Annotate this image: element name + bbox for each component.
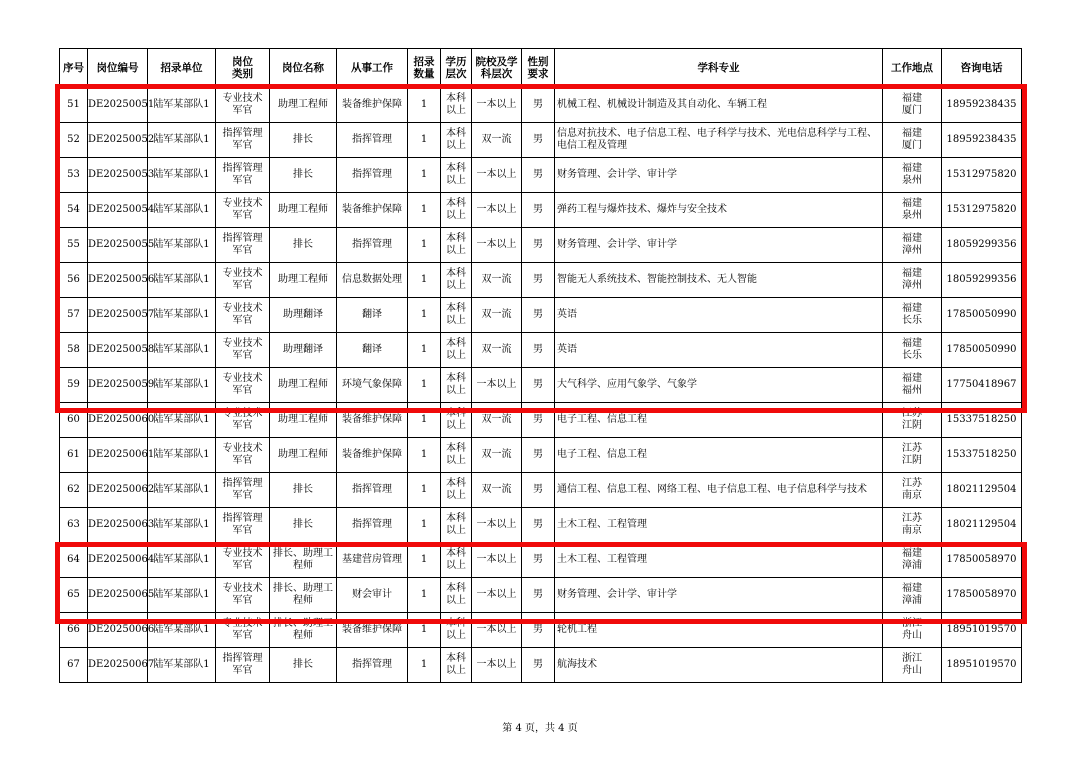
cell-code: DE20250062	[88, 473, 148, 508]
cell-place: 江苏 江阴	[883, 403, 942, 438]
cell-count: 1	[408, 158, 441, 193]
cell-level: 双一流	[472, 263, 522, 298]
cell-code: DE20250054	[88, 193, 148, 228]
table-row	[60, 578, 1022, 613]
cell-unit: 陆军某部队1	[148, 473, 216, 508]
cell-code: DE20250051	[88, 88, 148, 123]
cell-no: 54	[60, 193, 88, 228]
cell-title: 助理工程师	[270, 193, 337, 228]
cell-edu: 本科 以上	[441, 543, 472, 578]
cell-edu: 本科 以上	[441, 123, 472, 158]
cell-work: 翻译	[337, 333, 408, 368]
cell-title: 助理工程师	[270, 403, 337, 438]
cell-category: 专业技术 军官	[216, 193, 270, 228]
cell-major: 电子工程、信息工程	[555, 438, 883, 473]
cell-unit: 陆军某部队1	[148, 578, 216, 613]
cell-title: 排长	[270, 158, 337, 193]
table-row	[60, 648, 1022, 683]
cell-place: 江苏 江阴	[883, 438, 942, 473]
cell-category: 专业技术 军官	[216, 578, 270, 613]
cell-code: DE20250052	[88, 123, 148, 158]
cell-no: 58	[60, 333, 88, 368]
cell-work: 装备维护保障	[337, 613, 408, 648]
cell-edu: 本科 以上	[441, 158, 472, 193]
cell-phone: 17750418967	[942, 368, 1022, 403]
cell-no: 63	[60, 508, 88, 543]
table-row	[60, 613, 1022, 648]
cell-category: 专业技术 军官	[216, 263, 270, 298]
cell-major: 电子工程、信息工程	[555, 403, 883, 438]
cell-title: 助理工程师	[270, 88, 337, 123]
cell-category: 专业技术 军官	[216, 438, 270, 473]
cell-title: 排长、助理工 程师	[270, 543, 337, 578]
cell-unit: 陆军某部队1	[148, 263, 216, 298]
cell-phone: 18059299356	[942, 263, 1022, 298]
cell-place: 江苏 南京	[883, 508, 942, 543]
cell-category: 专业技术 军官	[216, 88, 270, 123]
cell-no: 53	[60, 158, 88, 193]
cell-major: 智能无人系统技术、智能控制技术、无人智能	[555, 263, 883, 298]
column-header-10: 学科专业	[555, 49, 883, 88]
table-header-row	[60, 49, 1022, 88]
column-header-4: 岗位名称	[270, 49, 337, 88]
table-row	[60, 543, 1022, 578]
cell-place: 福建 厦门	[883, 123, 942, 158]
cell-level: 一本以上	[472, 193, 522, 228]
cell-unit: 陆军某部队1	[148, 158, 216, 193]
cell-major: 土木工程、工程管理	[555, 508, 883, 543]
cell-place: 江苏 南京	[883, 473, 942, 508]
cell-work: 指挥管理	[337, 508, 408, 543]
cell-phone: 18059299356	[942, 228, 1022, 263]
cell-level: 双一流	[472, 298, 522, 333]
cell-edu: 本科 以上	[441, 403, 472, 438]
cell-gender: 男	[522, 88, 555, 123]
cell-gender: 男	[522, 438, 555, 473]
cell-place: 福建 泉州	[883, 193, 942, 228]
cell-title: 排长	[270, 228, 337, 263]
cell-category: 专业技术 军官	[216, 333, 270, 368]
cell-place: 浙江 舟山	[883, 613, 942, 648]
column-header-2: 招录单位	[148, 49, 216, 88]
cell-work: 装备维护保障	[337, 403, 408, 438]
cell-work: 信息数据处理	[337, 263, 408, 298]
cell-major: 机械工程、机械设计制造及其自动化、车辆工程	[555, 88, 883, 123]
cell-gender: 男	[522, 193, 555, 228]
cell-title: 助理翻译	[270, 333, 337, 368]
cell-edu: 本科 以上	[441, 508, 472, 543]
cell-title: 排长	[270, 508, 337, 543]
cell-title: 排长	[270, 648, 337, 683]
cell-code: DE20250060	[88, 403, 148, 438]
cell-unit: 陆军某部队1	[148, 298, 216, 333]
column-header-0: 序号	[60, 49, 88, 88]
cell-count: 1	[408, 403, 441, 438]
cell-work: 指挥管理	[337, 648, 408, 683]
cell-phone: 18959238435	[942, 123, 1022, 158]
cell-phone: 15337518250	[942, 403, 1022, 438]
cell-phone: 15312975820	[942, 158, 1022, 193]
cell-work: 装备维护保障	[337, 438, 408, 473]
cell-category: 专业技术 军官	[216, 613, 270, 648]
cell-major: 英语	[555, 333, 883, 368]
cell-count: 1	[408, 298, 441, 333]
cell-place: 福建 厦门	[883, 88, 942, 123]
cell-major: 大气科学、应用气象学、气象学	[555, 368, 883, 403]
cell-level: 双一流	[472, 403, 522, 438]
cell-count: 1	[408, 438, 441, 473]
table-row	[60, 193, 1022, 228]
table-row	[60, 228, 1022, 263]
table-row	[60, 368, 1022, 403]
column-header-11: 工作地点	[883, 49, 942, 88]
cell-level: 一本以上	[472, 88, 522, 123]
cell-level: 一本以上	[472, 158, 522, 193]
cell-no: 64	[60, 543, 88, 578]
cell-place: 福建 漳浦	[883, 578, 942, 613]
cell-gender: 男	[522, 578, 555, 613]
cell-gender: 男	[522, 403, 555, 438]
cell-title: 助理工程师	[270, 368, 337, 403]
cell-category: 指挥管理 军官	[216, 473, 270, 508]
cell-category: 专业技术 军官	[216, 298, 270, 333]
cell-gender: 男	[522, 298, 555, 333]
table-row	[60, 123, 1022, 158]
positions-table	[59, 48, 1022, 683]
cell-unit: 陆军某部队1	[148, 543, 216, 578]
cell-phone: 18021129504	[942, 508, 1022, 543]
cell-place: 福建 泉州	[883, 158, 942, 193]
cell-code: DE20250058	[88, 333, 148, 368]
cell-gender: 男	[522, 158, 555, 193]
cell-phone: 15337518250	[942, 438, 1022, 473]
cell-category: 指挥管理 军官	[216, 508, 270, 543]
cell-count: 1	[408, 123, 441, 158]
cell-unit: 陆军某部队1	[148, 333, 216, 368]
cell-work: 基建营房管理	[337, 543, 408, 578]
cell-count: 1	[408, 578, 441, 613]
cell-category: 专业技术 军官	[216, 403, 270, 438]
cell-phone: 17850058970	[942, 543, 1022, 578]
cell-edu: 本科 以上	[441, 648, 472, 683]
cell-count: 1	[408, 613, 441, 648]
cell-no: 60	[60, 403, 88, 438]
cell-level: 一本以上	[472, 508, 522, 543]
cell-edu: 本科 以上	[441, 263, 472, 298]
cell-gender: 男	[522, 613, 555, 648]
cell-edu: 本科 以上	[441, 193, 472, 228]
cell-unit: 陆军某部队1	[148, 403, 216, 438]
cell-no: 62	[60, 473, 88, 508]
cell-no: 57	[60, 298, 88, 333]
cell-gender: 男	[522, 648, 555, 683]
cell-major: 土木工程、工程管理	[555, 543, 883, 578]
cell-count: 1	[408, 88, 441, 123]
cell-level: 双一流	[472, 123, 522, 158]
cell-major: 信息对抗技术、电子信息工程、电子科学与技术、光电信息科学与工程、电信工程及管理	[555, 123, 883, 158]
cell-code: DE20250056	[88, 263, 148, 298]
cell-work: 指挥管理	[337, 473, 408, 508]
cell-title: 排长	[270, 473, 337, 508]
cell-no: 61	[60, 438, 88, 473]
table-row	[60, 158, 1022, 193]
cell-count: 1	[408, 648, 441, 683]
cell-category: 指挥管理 军官	[216, 648, 270, 683]
cell-code: DE20250064	[88, 543, 148, 578]
cell-category: 专业技术 军官	[216, 543, 270, 578]
page-footer: 第 4 页，共 4 页	[502, 723, 578, 734]
cell-code: DE20250065	[88, 578, 148, 613]
cell-gender: 男	[522, 543, 555, 578]
cell-category: 指挥管理 军官	[216, 123, 270, 158]
cell-phone: 17850050990	[942, 333, 1022, 368]
cell-no: 52	[60, 123, 88, 158]
table-row	[60, 403, 1022, 438]
cell-edu: 本科 以上	[441, 578, 472, 613]
cell-code: DE20250055	[88, 228, 148, 263]
cell-edu: 本科 以上	[441, 438, 472, 473]
cell-unit: 陆军某部队1	[148, 648, 216, 683]
cell-level: 双一流	[472, 473, 522, 508]
cell-place: 福建 漳浦	[883, 543, 942, 578]
cell-level: 一本以上	[472, 578, 522, 613]
table-row	[60, 263, 1022, 298]
cell-edu: 本科 以上	[441, 473, 472, 508]
cell-title: 排长	[270, 123, 337, 158]
cell-edu: 本科 以上	[441, 228, 472, 263]
cell-category: 指挥管理 军官	[216, 158, 270, 193]
cell-unit: 陆军某部队1	[148, 368, 216, 403]
column-header-8: 院校及学 科层次	[472, 49, 522, 88]
cell-phone: 17850058970	[942, 578, 1022, 613]
cell-no: 56	[60, 263, 88, 298]
cell-place: 福建 长乐	[883, 298, 942, 333]
cell-gender: 男	[522, 263, 555, 298]
cell-title: 排长、助理工 程师	[270, 613, 337, 648]
cell-code: DE20250063	[88, 508, 148, 543]
cell-phone: 15312975820	[942, 193, 1022, 228]
cell-code: DE20250066	[88, 613, 148, 648]
cell-major: 英语	[555, 298, 883, 333]
cell-count: 1	[408, 508, 441, 543]
cell-level: 双一流	[472, 438, 522, 473]
cell-phone: 18951019570	[942, 613, 1022, 648]
cell-title: 助理工程师	[270, 438, 337, 473]
cell-gender: 男	[522, 508, 555, 543]
cell-unit: 陆军某部队1	[148, 508, 216, 543]
cell-work: 指挥管理	[337, 228, 408, 263]
cell-place: 福建 长乐	[883, 333, 942, 368]
cell-no: 66	[60, 613, 88, 648]
cell-edu: 本科 以上	[441, 613, 472, 648]
column-header-7: 学历 层次	[441, 49, 472, 88]
cell-count: 1	[408, 263, 441, 298]
cell-major: 轮机工程	[555, 613, 883, 648]
cell-work: 指挥管理	[337, 158, 408, 193]
cell-count: 1	[408, 228, 441, 263]
cell-place: 福建 漳州	[883, 263, 942, 298]
column-header-1: 岗位编号	[88, 49, 148, 88]
table-row	[60, 508, 1022, 543]
cell-no: 51	[60, 88, 88, 123]
cell-major: 通信工程、信息工程、网络工程、电子信息工程、电子信息科学与技术	[555, 473, 883, 508]
cell-code: DE20250059	[88, 368, 148, 403]
cell-place: 福建 漳州	[883, 228, 942, 263]
cell-no: 55	[60, 228, 88, 263]
cell-work: 环境气象保障	[337, 368, 408, 403]
column-header-6: 招录 数量	[408, 49, 441, 88]
cell-edu: 本科 以上	[441, 368, 472, 403]
column-header-3: 岗位 类别	[216, 49, 270, 88]
cell-major: 财务管理、会计学、审计学	[555, 578, 883, 613]
cell-work: 装备维护保障	[337, 88, 408, 123]
cell-level: 一本以上	[472, 613, 522, 648]
cell-no: 59	[60, 368, 88, 403]
cell-level: 双一流	[472, 333, 522, 368]
cell-code: DE20250067	[88, 648, 148, 683]
cell-edu: 本科 以上	[441, 88, 472, 123]
table-row	[60, 473, 1022, 508]
cell-count: 1	[408, 333, 441, 368]
cell-count: 1	[408, 543, 441, 578]
cell-gender: 男	[522, 228, 555, 263]
cell-unit: 陆军某部队1	[148, 438, 216, 473]
cell-place: 浙江 舟山	[883, 648, 942, 683]
cell-category: 指挥管理 军官	[216, 228, 270, 263]
cell-gender: 男	[522, 123, 555, 158]
cell-count: 1	[408, 368, 441, 403]
cell-title: 助理翻译	[270, 298, 337, 333]
cell-code: DE20250053	[88, 158, 148, 193]
table-row	[60, 333, 1022, 368]
cell-major: 财务管理、会计学、审计学	[555, 228, 883, 263]
table-row	[60, 438, 1022, 473]
cell-level: 一本以上	[472, 648, 522, 683]
cell-unit: 陆军某部队1	[148, 193, 216, 228]
cell-place: 福建 福州	[883, 368, 942, 403]
cell-unit: 陆军某部队1	[148, 88, 216, 123]
cell-no: 67	[60, 648, 88, 683]
column-header-5: 从事工作	[337, 49, 408, 88]
cell-edu: 本科 以上	[441, 298, 472, 333]
cell-major: 弹药工程与爆炸技术、爆炸与安全技术	[555, 193, 883, 228]
cell-phone: 18021129504	[942, 473, 1022, 508]
cell-level: 一本以上	[472, 228, 522, 263]
cell-level: 一本以上	[472, 543, 522, 578]
cell-no: 65	[60, 578, 88, 613]
cell-code: DE20250057	[88, 298, 148, 333]
cell-phone: 17850050990	[942, 298, 1022, 333]
cell-work: 指挥管理	[337, 123, 408, 158]
cell-title: 助理工程师	[270, 263, 337, 298]
cell-work: 翻译	[337, 298, 408, 333]
cell-work: 财会审计	[337, 578, 408, 613]
cell-major: 财务管理、会计学、审计学	[555, 158, 883, 193]
table-row	[60, 88, 1022, 123]
cell-unit: 陆军某部队1	[148, 123, 216, 158]
cell-level: 一本以上	[472, 368, 522, 403]
cell-phone: 18951019570	[942, 648, 1022, 683]
cell-phone: 18959238435	[942, 88, 1022, 123]
cell-gender: 男	[522, 473, 555, 508]
table-row	[60, 298, 1022, 333]
cell-major: 航海技术	[555, 648, 883, 683]
cell-edu: 本科 以上	[441, 333, 472, 368]
cell-gender: 男	[522, 368, 555, 403]
cell-count: 1	[408, 193, 441, 228]
cell-unit: 陆军某部队1	[148, 228, 216, 263]
cell-title: 排长、助理工 程师	[270, 578, 337, 613]
cell-work: 装备维护保障	[337, 193, 408, 228]
cell-count: 1	[408, 473, 441, 508]
cell-unit: 陆军某部队1	[148, 613, 216, 648]
column-header-12: 咨询电话	[942, 49, 1022, 88]
cell-category: 专业技术 军官	[216, 368, 270, 403]
cell-code: DE20250061	[88, 438, 148, 473]
cell-gender: 男	[522, 333, 555, 368]
column-header-9: 性别 要求	[522, 49, 555, 88]
